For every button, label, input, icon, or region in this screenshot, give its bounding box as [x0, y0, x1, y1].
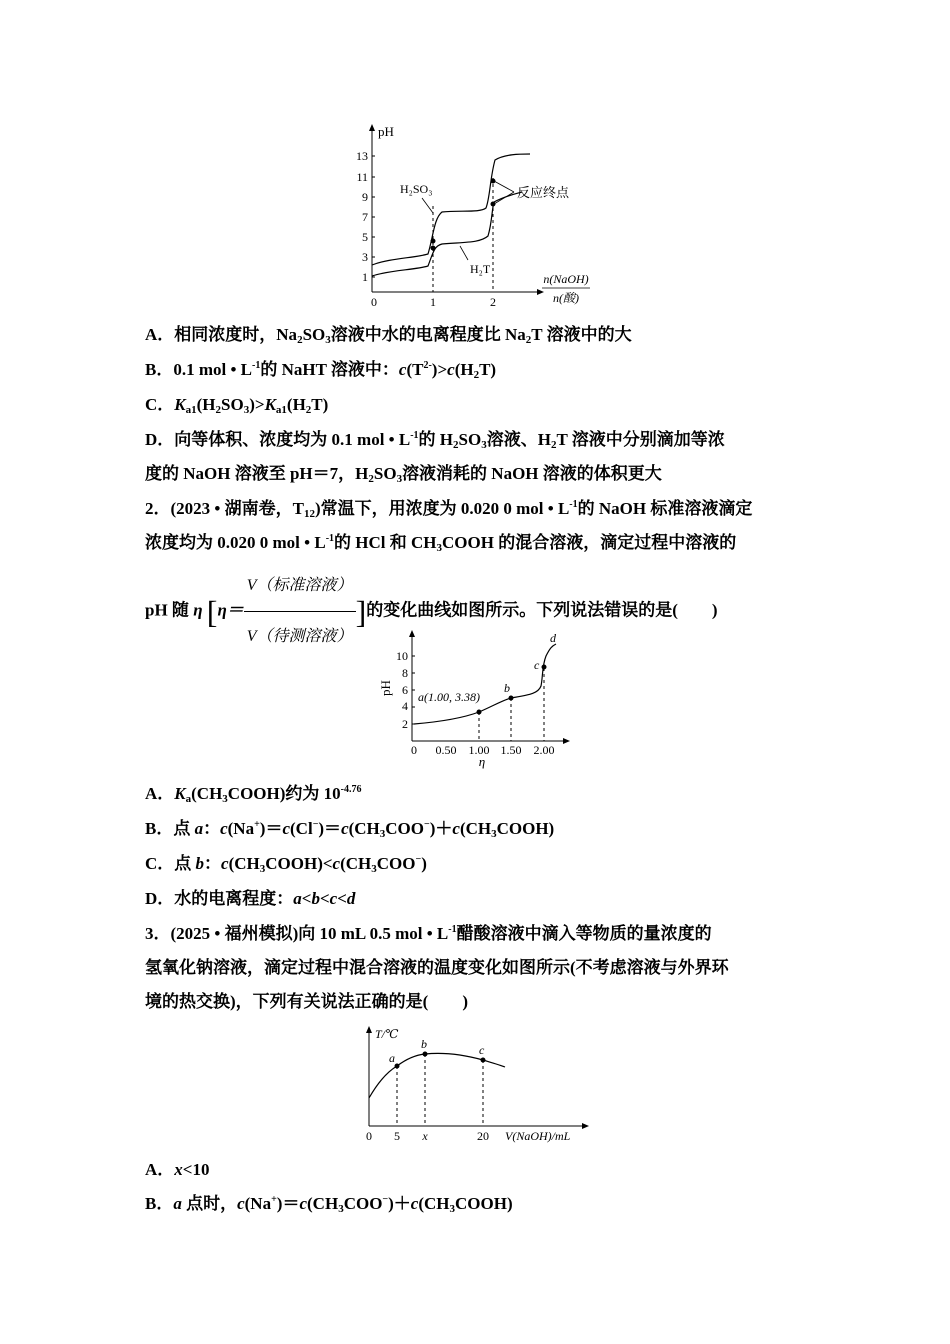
- x-label-den: n(酸): [553, 291, 579, 305]
- point-a-label: a: [389, 1051, 395, 1065]
- q2-option-b: [145, 818, 554, 840]
- eta-symbol: η: [193, 600, 203, 620]
- sup: -1: [569, 499, 578, 510]
- sub: 3: [243, 404, 250, 416]
- point-b-label: b: [421, 1037, 427, 1051]
- text: x: [174, 1160, 183, 1179]
- q2-stem-line1: [145, 498, 752, 520]
- text: 3．(2025 • 福州模拟)向 10 mL 0.5 mol • L: [145, 924, 449, 943]
- q1-option-d-line2: [145, 463, 662, 485]
- y-axis-label: pH: [378, 124, 394, 139]
- text: (CH: [340, 854, 372, 873]
- sub: 3: [338, 1203, 344, 1215]
- text: c: [410, 1194, 419, 1213]
- point-c-label: c: [479, 1043, 485, 1057]
- text: (Cl: [290, 819, 313, 838]
- sub: a: [185, 793, 192, 805]
- text: T): [311, 395, 329, 414]
- text: (Na: [227, 819, 255, 838]
- text: c: [299, 1194, 308, 1213]
- sub: a1: [275, 404, 287, 416]
- sup: -4.76: [340, 784, 362, 795]
- ph-curve: [414, 644, 556, 724]
- point-c: [481, 1058, 486, 1063]
- y-tick: 1: [362, 270, 368, 284]
- point-a-label: a(1.00, 3.38): [418, 690, 480, 704]
- sub: 3: [371, 863, 377, 875]
- x-tick: 2: [490, 295, 496, 309]
- point-a: [395, 1064, 400, 1069]
- text: T 溶液中的大: [531, 325, 632, 344]
- text: B．0.1 mol • L: [145, 360, 253, 379]
- text: (CH: [228, 854, 260, 873]
- y-tick: 10: [396, 649, 408, 663]
- text: 的变化曲线如图所示。下列说法错误的是( ): [366, 600, 718, 620]
- text: D．水的电离程度：: [145, 889, 294, 908]
- x-tick: 1: [430, 295, 436, 309]
- text: COOH)<: [265, 854, 333, 873]
- x-tick: 2.00: [533, 743, 555, 757]
- x-tick: 0.50: [435, 743, 457, 757]
- point-a: [477, 710, 482, 715]
- q1-option-a: [145, 324, 632, 346]
- text: (T: [406, 360, 424, 379]
- y-tick: 9: [362, 190, 368, 204]
- y-tick: 13: [356, 149, 368, 163]
- text: B．: [145, 1194, 174, 1213]
- text: C．点: [145, 854, 196, 873]
- q1-option-c: [145, 394, 328, 416]
- text: <10: [182, 1160, 210, 1179]
- text: 的 NaHT 溶液中：: [260, 360, 399, 379]
- text: )＝: [276, 1194, 300, 1213]
- text: COOH): [455, 1194, 513, 1213]
- text: (CH: [418, 1194, 450, 1213]
- text: SO: [458, 430, 482, 449]
- text: a<b<c<d: [293, 889, 356, 908]
- text: c: [220, 819, 228, 838]
- h2so3-label: H₂SO₃: [400, 182, 433, 196]
- text: COOH): [496, 819, 555, 838]
- q3-stem-line1: [145, 923, 712, 945]
- q2-option-a: [145, 783, 362, 805]
- x-tick: 0: [411, 743, 417, 757]
- eta-fraction: [244, 562, 356, 661]
- text: COO: [343, 1194, 383, 1213]
- text: )>: [431, 360, 448, 379]
- x-tick: 0: [371, 295, 377, 309]
- text: K: [174, 395, 186, 414]
- text: A．相同浓度时，Na: [145, 325, 298, 344]
- text: T 溶液中分别滴加等浓: [556, 430, 725, 449]
- text: pH 随: [145, 600, 194, 620]
- figure1-ph-chart: [330, 118, 620, 312]
- text: A．: [145, 784, 175, 803]
- y-tick: 8: [402, 666, 408, 680]
- text: 氢氧化钠溶液，滴定过程中混合溶液的温度变化如图所示(不考虑溶液与外界环: [145, 958, 729, 977]
- text: ): [421, 854, 427, 873]
- q3-stem-line3: [145, 991, 468, 1013]
- h2so3-curve: [372, 154, 530, 265]
- h2so3-half-point: [431, 239, 436, 244]
- text: 的 HCl 和 CH: [334, 533, 437, 552]
- q3-option-b: [145, 1193, 513, 1215]
- text: b: [195, 854, 205, 873]
- text: )＝: [318, 819, 342, 838]
- text: K: [174, 784, 186, 803]
- text: )＋: [429, 819, 453, 838]
- sup: -1: [325, 533, 335, 544]
- text: (H: [454, 360, 474, 379]
- text: ：: [204, 854, 222, 873]
- h2t-half-point: [431, 246, 436, 251]
- q2-option-c: [145, 853, 427, 875]
- sub: 2: [215, 404, 222, 416]
- text: D．向等体积、浓度均为 0.1 mol • L: [145, 430, 411, 449]
- text: )＝: [259, 819, 283, 838]
- sub: 3: [396, 473, 403, 485]
- text: c: [341, 819, 349, 838]
- text: 的 NaOH 标准溶液滴定: [577, 499, 753, 518]
- h2t-label: H₂T: [470, 262, 491, 276]
- text: T): [479, 360, 497, 379]
- text: a: [194, 819, 204, 838]
- text: 溶液、H: [486, 430, 551, 449]
- text: C．: [145, 395, 175, 414]
- text: c: [447, 360, 455, 379]
- point-b: [423, 1052, 428, 1057]
- point-c-label: c: [534, 658, 540, 672]
- sub: 2: [305, 404, 312, 416]
- sub: 2: [525, 334, 532, 346]
- text: 度的 NaOH 溶液至 pH＝7，H: [145, 464, 369, 483]
- x-tick: 20: [477, 1129, 489, 1143]
- sup: −: [382, 1194, 389, 1205]
- y-tick: 6: [402, 683, 408, 697]
- text: (H: [196, 395, 216, 414]
- q3-stem-line2: [145, 957, 729, 979]
- sub: 3: [259, 863, 266, 875]
- text: (H: [286, 395, 306, 414]
- point-d-label: d: [550, 631, 556, 645]
- text: COO: [385, 819, 425, 838]
- text: 溶液消耗的 NaOH 溶液的体积更大: [402, 464, 662, 483]
- x-tick: x: [422, 1129, 428, 1143]
- text: COO: [376, 854, 416, 873]
- figure3-temperature-chart: [355, 1022, 605, 1146]
- text: K: [264, 395, 276, 414]
- y-tick: 4: [402, 699, 408, 713]
- text: (CH: [307, 1194, 339, 1213]
- sub: 3: [491, 828, 497, 840]
- q1-option-d-line1: [145, 429, 725, 451]
- sup: −: [424, 819, 430, 830]
- sup: +: [271, 1194, 277, 1205]
- q2-stem-line2: [145, 532, 736, 554]
- point-b: [509, 696, 514, 701]
- sup: −: [415, 854, 422, 865]
- sup: +: [254, 819, 260, 830]
- sub: 2: [368, 473, 374, 485]
- x-tick: 1.50: [500, 743, 522, 757]
- text: SO: [221, 395, 244, 414]
- x-axis-label: V(NaOH)/mL: [505, 1129, 571, 1143]
- text: 的 H: [418, 430, 454, 449]
- text: 点时，: [181, 1194, 238, 1213]
- h2t-curve: [372, 192, 522, 276]
- sub: 3: [449, 1203, 456, 1215]
- text: a: [173, 1194, 182, 1213]
- text: c: [282, 819, 291, 838]
- left-bracket: [: [206, 593, 218, 630]
- text: COOH)约为 10: [227, 784, 341, 803]
- figure2-ph-eta-chart: [378, 628, 578, 770]
- eta-equals: η＝: [217, 600, 244, 620]
- text: c: [332, 854, 341, 873]
- text: COOH 的混合溶液，滴定过程中溶液的: [442, 533, 737, 552]
- fraction-numerator: V（标准溶液）: [244, 562, 356, 612]
- sup: -1: [448, 924, 457, 935]
- text: ：: [203, 819, 221, 838]
- text: (CH: [348, 819, 380, 838]
- x-tick: 1.00: [468, 743, 490, 757]
- sub: 3: [481, 439, 487, 451]
- right-bracket: ]: [355, 593, 367, 630]
- text: )＋: [388, 1194, 411, 1213]
- text: SO: [373, 464, 397, 483]
- text: c: [398, 360, 407, 379]
- y-ticks: [356, 149, 368, 284]
- text: c: [237, 1194, 245, 1213]
- text: (Na: [244, 1194, 272, 1213]
- text: )>: [249, 395, 265, 414]
- y-axis-label: T/℃: [375, 1027, 399, 1041]
- sub: 2: [473, 369, 480, 381]
- sup: -1: [252, 360, 261, 371]
- y-axis-label: pH: [378, 680, 393, 696]
- sub: 2: [453, 439, 459, 451]
- sub: a1: [185, 404, 197, 416]
- q1-option-b: [145, 359, 496, 381]
- sub: 3: [222, 793, 228, 805]
- text: 醋酸溶液中滴入等物质的量浓度的: [456, 924, 712, 943]
- sup: -1: [410, 430, 419, 441]
- sub: 3: [325, 334, 331, 346]
- text: c: [221, 854, 229, 873]
- x-label-num: n(NaOH): [543, 272, 589, 286]
- y-tick: 5: [362, 230, 368, 244]
- text: B．点: [145, 819, 195, 838]
- text: 2．(2023 • 湖南卷，T: [145, 499, 304, 518]
- y-tick: 7: [362, 210, 368, 224]
- y-tick: 3: [362, 250, 368, 264]
- text: 境的热交换)，下列有关说法正确的是( ): [145, 992, 468, 1011]
- y-tick: 2: [402, 717, 408, 731]
- text: c: [452, 819, 460, 838]
- q3-option-a: [145, 1159, 209, 1181]
- point-c: [542, 665, 547, 670]
- sub: 12: [303, 508, 315, 520]
- text: 浓度均为 0.020 0 mol • L: [145, 533, 326, 552]
- endpoint-label: 反应终点: [517, 185, 570, 200]
- text: 溶液中水的电离程度比 Na: [330, 325, 526, 344]
- text: )常温下，用浓度为 0.020 0 mol • L: [314, 499, 570, 518]
- sub: 3: [436, 542, 443, 554]
- text: (CH: [191, 784, 223, 803]
- fraction-denominator: V（待测溶液）: [246, 628, 353, 645]
- x-axis-label: η: [478, 754, 486, 769]
- point-b-label: b: [504, 681, 510, 695]
- sup: −: [312, 819, 319, 830]
- x-tick: 5: [394, 1129, 400, 1143]
- sup: 2-: [423, 360, 432, 371]
- y-tick: 11: [356, 170, 368, 184]
- sub: 3: [379, 828, 386, 840]
- sub: 2: [297, 334, 303, 346]
- sub: 2: [550, 439, 557, 451]
- x-tick: 0: [366, 1129, 372, 1143]
- text: SO: [302, 325, 326, 344]
- text: A．: [145, 1160, 175, 1179]
- text: (CH: [459, 819, 492, 838]
- q2-option-d: [145, 888, 355, 910]
